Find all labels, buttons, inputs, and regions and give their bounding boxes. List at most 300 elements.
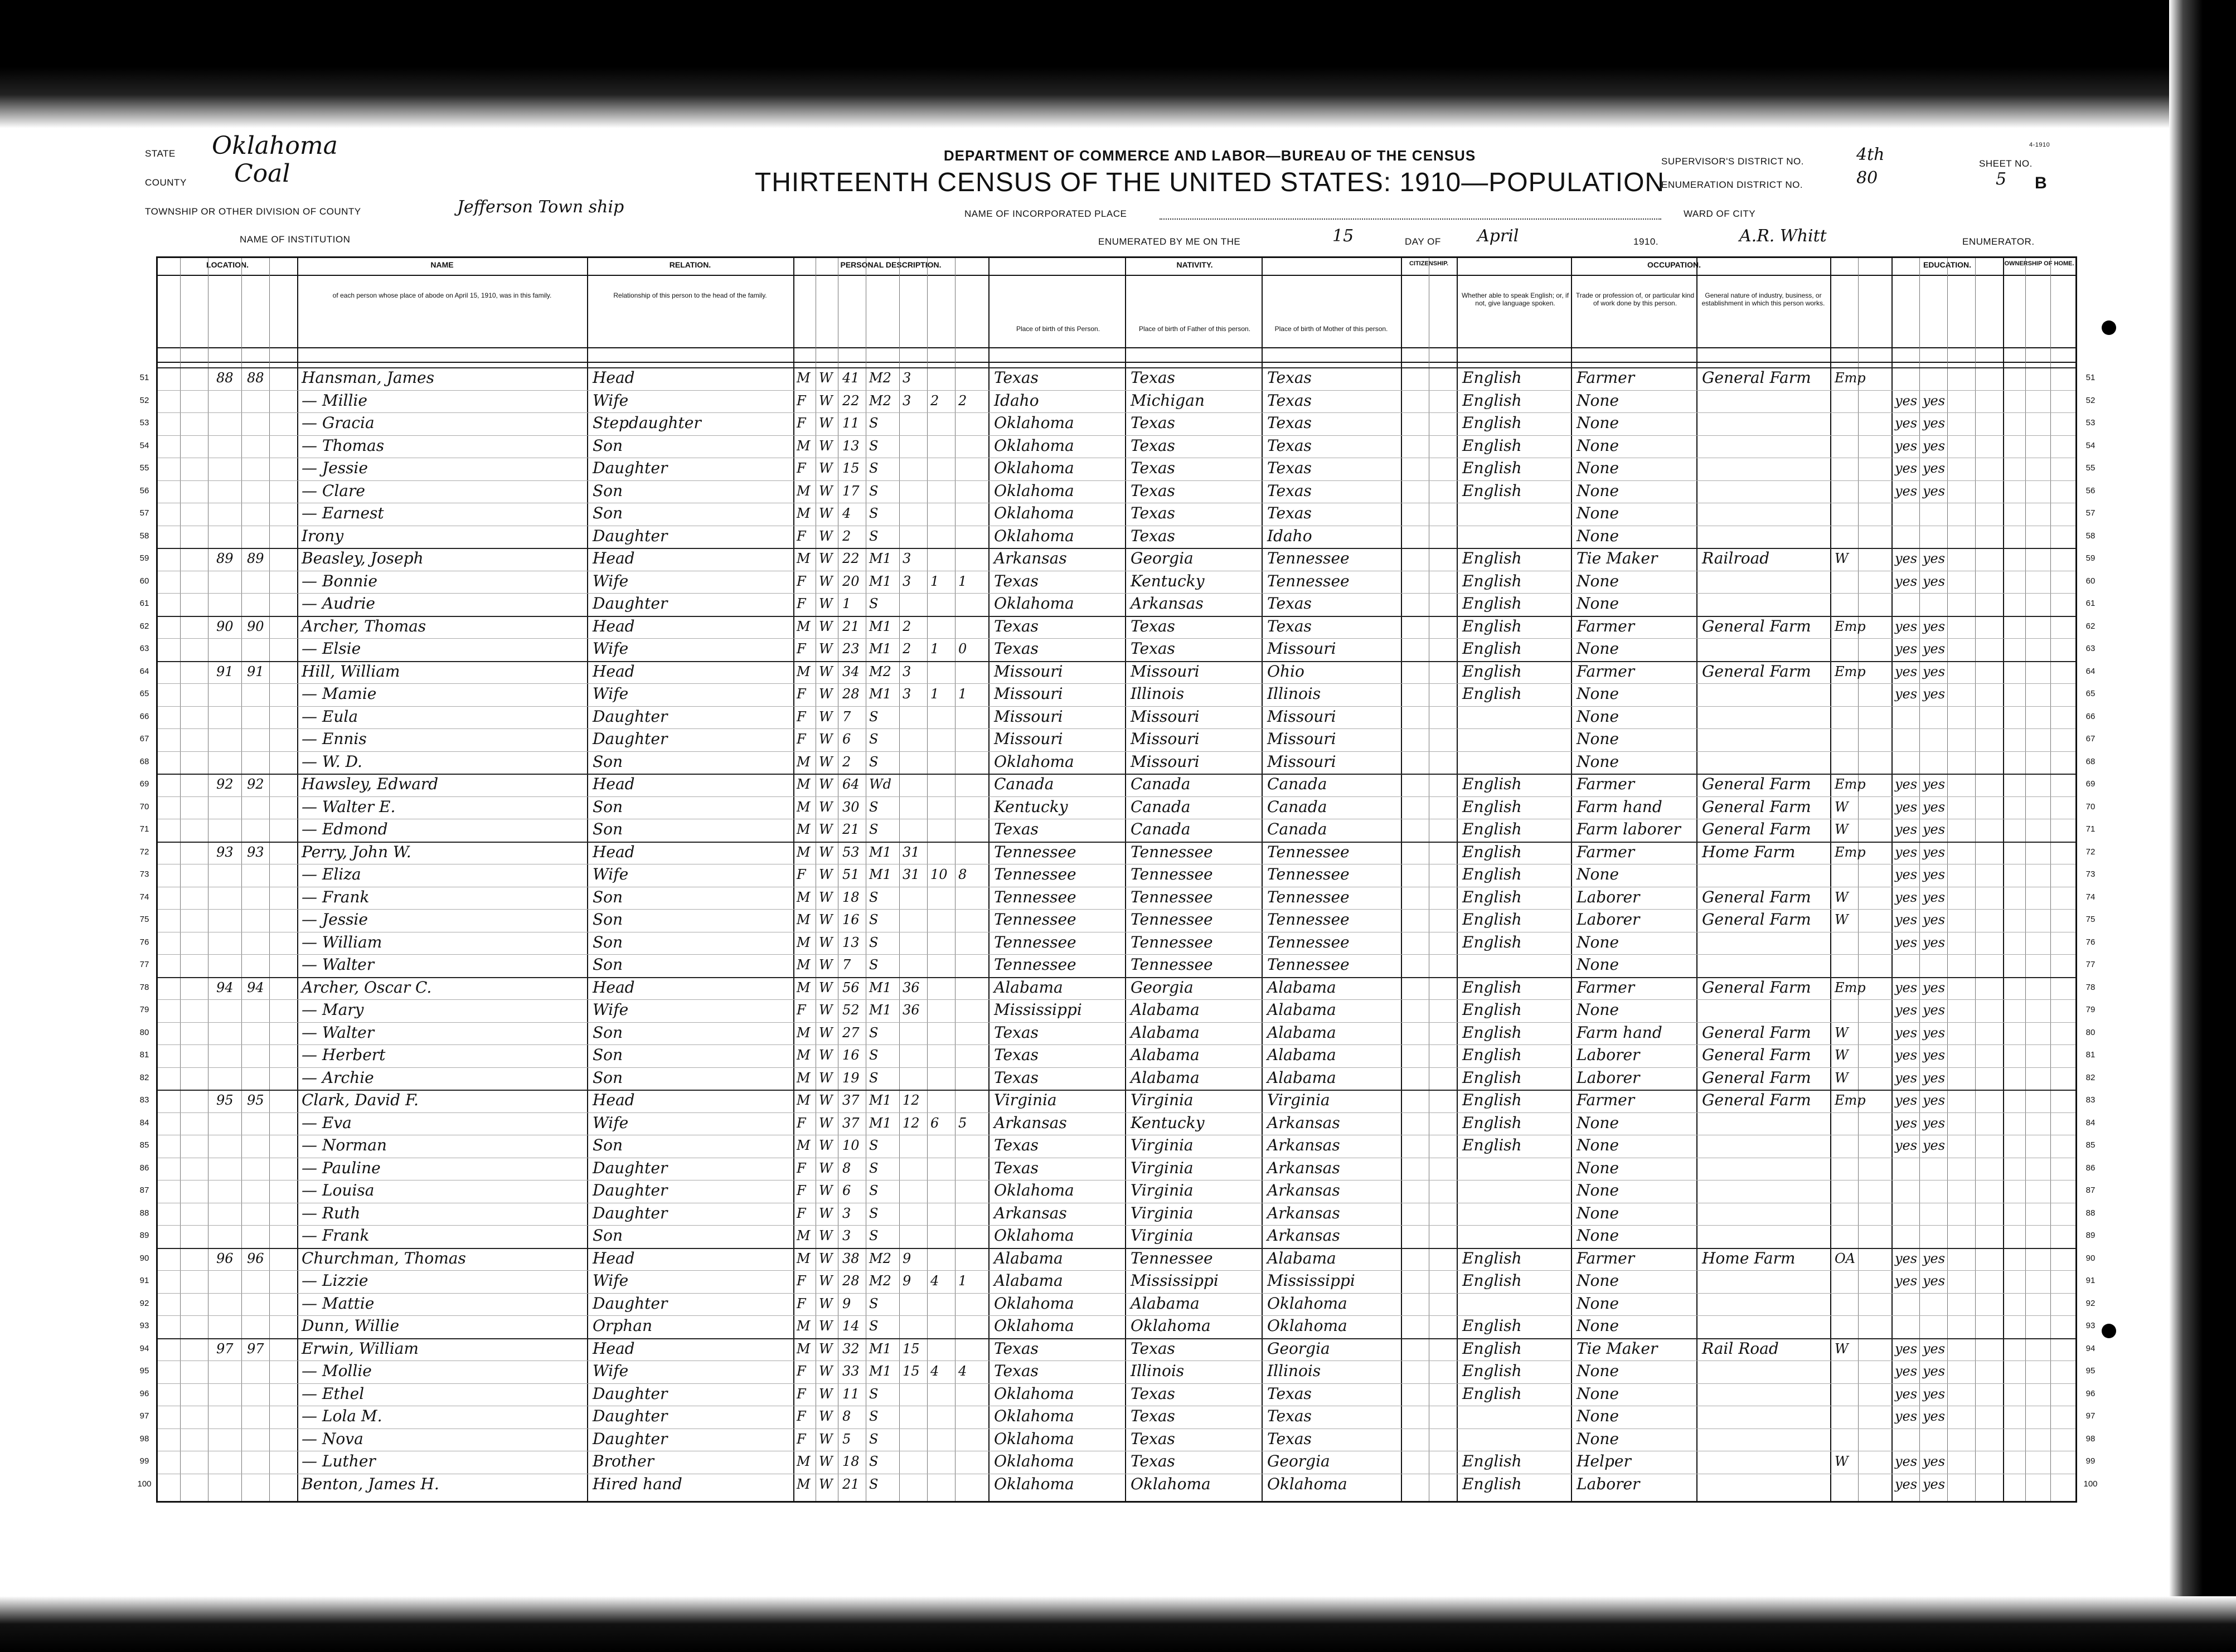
employer-cell: Emp [1835, 1092, 1866, 1108]
sex-cell: M [797, 370, 811, 386]
father-birthplace-cell: Texas [1131, 368, 1175, 387]
name-col-heading: of each person whose place of abode on April 15, 1910, was in this family. [332, 291, 552, 299]
language-cell: English [1462, 932, 1522, 951]
father-birthplace-cell: Texas [1131, 526, 1175, 545]
birthplace-cell: Texas [994, 1023, 1039, 1042]
father-birthplace-cell: Virginia [1131, 1091, 1194, 1109]
years-married-cell: 15 [903, 1340, 920, 1357]
trade-cell: None [1577, 707, 1619, 726]
sex-cell: F [797, 528, 806, 544]
read-cell: yes [1895, 1454, 1918, 1469]
birthplace-cell: Virginia [994, 1091, 1057, 1109]
trade-cell: None [1577, 504, 1619, 522]
punch-hole [2102, 1324, 2116, 1338]
family-number: 89 [247, 551, 264, 566]
state-label: STATE [145, 148, 176, 159]
census-sheet [137, 132, 2098, 1510]
person-name: — Eliza [302, 865, 361, 883]
township-label: TOWNSHIP OR OTHER DIVISION OF COUNTY [145, 206, 361, 217]
marital-cell: S [869, 1386, 879, 1402]
sex-cell: M [797, 1047, 811, 1063]
race-cell: W [819, 370, 833, 386]
relation-cell: Orphan [593, 1316, 653, 1335]
language-cell: English [1462, 910, 1522, 929]
write-cell: yes [1923, 1454, 1946, 1469]
sex-cell: F [797, 596, 806, 611]
years-married-cell: 9 [903, 1273, 911, 1289]
write-cell: yes [1923, 573, 1946, 589]
line-number: 51 [139, 373, 149, 382]
marital-cell: S [869, 506, 879, 521]
age-cell: 6 [842, 1183, 851, 1198]
line-number-right: 93 [2085, 1321, 2096, 1330]
relation-cell: Brother [593, 1452, 654, 1470]
birthplace-cell: Texas [994, 1046, 1039, 1064]
read-cell: yes [1895, 1476, 1918, 1492]
birthplace-cell: Alabama [994, 1271, 1063, 1290]
line-number: 71 [139, 824, 149, 834]
marital-cell: M1 [869, 1115, 891, 1131]
employer-cell: W [1835, 1024, 1849, 1041]
trade-cell: None [1577, 1429, 1619, 1448]
trade-cell: Farmer [1577, 842, 1635, 861]
relation-cell: Daughter [593, 1158, 668, 1177]
children-living-cell: 2 [958, 392, 967, 409]
line-number: 87 [139, 1185, 149, 1195]
person-name: Dunn, Willie [302, 1316, 400, 1335]
age-cell: 27 [842, 1024, 860, 1041]
race-cell: W [819, 1228, 833, 1243]
line-number: 56 [139, 485, 149, 495]
trade-cell: Farmer [1577, 616, 1635, 635]
line-number: 93 [139, 1321, 149, 1330]
person-name: — Ruth [302, 1203, 361, 1222]
line-number-right: 68 [2085, 756, 2096, 766]
industry-heading: General nature of industry, business, or establishment in which this person works. [1701, 291, 1825, 307]
relation-cell: Wife [593, 571, 629, 590]
relation-cell: Daughter [593, 730, 668, 748]
children-born-cell: 6 [930, 1115, 939, 1131]
father-birthplace-cell: Texas [1131, 639, 1175, 658]
father-birthplace-cell: Texas [1131, 504, 1175, 522]
col-divider [1125, 258, 1126, 1501]
col-thin [269, 258, 270, 1501]
race-cell: W [819, 1024, 833, 1041]
person-name: — Ennis [302, 730, 367, 748]
years-married-cell: 12 [903, 1092, 920, 1108]
race-cell: W [819, 731, 833, 747]
line-number-right: 85 [2085, 1140, 2096, 1150]
write-cell: yes [1923, 1386, 1946, 1402]
mother-birthplace-cell: Ohio [1267, 662, 1304, 681]
person-name: — Frank [302, 1226, 370, 1245]
language-cell: English [1462, 1068, 1522, 1087]
trade-cell: None [1577, 730, 1619, 748]
write-cell: yes [1923, 1024, 1946, 1041]
write-cell: yes [1923, 1138, 1946, 1153]
year-label: 1910. [1633, 236, 1659, 247]
race-cell: W [819, 1138, 833, 1153]
line-number: 72 [139, 847, 149, 857]
line-number-right: 78 [2085, 982, 2096, 992]
group-location: LOCATION. [206, 260, 249, 269]
person-name: — Norman [302, 1136, 387, 1154]
read-cell: yes [1895, 483, 1918, 499]
line-number-right: 89 [2085, 1231, 2096, 1240]
sex-cell: M [797, 618, 811, 634]
col-divider [1571, 258, 1572, 1501]
age-cell: 1 [842, 596, 851, 611]
department-heading: DEPARTMENT OF COMMERCE AND LABOR—BUREAU OF THE CENSUS [943, 147, 1476, 164]
write-cell: yes [1923, 1408, 1946, 1424]
years-married-cell: 3 [903, 370, 911, 386]
age-cell: 28 [842, 686, 860, 702]
relation-cell: Head [593, 978, 635, 997]
county-value: Coal [234, 159, 290, 188]
age-cell: 56 [842, 979, 860, 995]
write-cell: yes [1923, 415, 1946, 431]
group-relation: RELATION. [669, 260, 711, 269]
line-number-right: 51 [2085, 373, 2096, 382]
write-cell: yes [1923, 641, 1946, 657]
person-name: — Mattie [302, 1294, 375, 1313]
line-number: 81 [139, 1050, 149, 1060]
marital-cell: S [869, 528, 879, 544]
read-cell: yes [1895, 1115, 1918, 1131]
line-number-right: 53 [2085, 418, 2096, 427]
person-name: — Thomas [302, 436, 385, 455]
sex-cell: M [797, 438, 811, 454]
read-cell: yes [1895, 573, 1918, 589]
col-divider [793, 258, 794, 1501]
supervisor-label: SUPERVISOR'S DISTRICT NO. [1661, 156, 1804, 167]
age-cell: 6 [842, 731, 851, 747]
years-married-cell: 3 [903, 551, 911, 566]
industry-cell: General Farm [1702, 820, 1811, 838]
relation-cell: Wife [593, 1113, 629, 1132]
marital-cell: S [869, 799, 879, 815]
line-number-right: 86 [2085, 1163, 2096, 1173]
mother-birthplace-cell: Texas [1267, 414, 1312, 432]
sex-cell: F [797, 686, 806, 702]
age-cell: 20 [842, 573, 860, 589]
father-birthplace-cell: Alabama [1131, 1023, 1200, 1042]
mother-birthplace-cell: Tennessee [1267, 910, 1350, 929]
write-cell: yes [1923, 1092, 1946, 1108]
language-cell: English [1462, 1452, 1522, 1470]
group-occupation: OCCUPATION. [1647, 260, 1701, 269]
father-birthplace-cell: Canada [1131, 775, 1191, 793]
relation-cell: Stepdaughter [593, 414, 701, 432]
read-cell: yes [1895, 415, 1918, 431]
write-cell: yes [1923, 979, 1946, 995]
line-number: 62 [139, 621, 149, 631]
trade-cell: None [1577, 955, 1619, 974]
trade-cell: Farm hand [1577, 797, 1662, 816]
day-of-label: DAY OF [1405, 236, 1441, 247]
marital-cell: S [869, 1070, 879, 1086]
race-cell: W [819, 957, 833, 973]
line-number: 67 [139, 734, 149, 744]
marital-cell: S [869, 415, 879, 431]
line-number: 83 [139, 1095, 149, 1105]
industry-cell: General Farm [1702, 910, 1811, 929]
marital-cell: M2 [869, 663, 891, 679]
trade-cell: None [1577, 481, 1619, 500]
mother-birthplace-cell: Texas [1267, 368, 1312, 387]
dwelling-number: 95 [216, 1092, 234, 1108]
birthplace-cell: Canada [994, 775, 1054, 793]
col-divider [1696, 258, 1697, 1501]
line-number-right: 62 [2085, 621, 2096, 631]
years-married-cell: 15 [903, 1363, 920, 1379]
father-birthplace-cell: Alabama [1131, 1000, 1200, 1019]
race-cell: W [819, 1431, 833, 1447]
read-cell: yes [1895, 1340, 1918, 1357]
race-cell: W [819, 1363, 833, 1379]
birthplace-cell: Arkansas [994, 1203, 1067, 1222]
person-name: Hawsley, Edward [302, 775, 439, 793]
line-number-right: 84 [2085, 1117, 2096, 1128]
person-name: — Luther [302, 1452, 376, 1470]
race-cell: W [819, 889, 833, 905]
line-number-right: 64 [2085, 666, 2096, 676]
sex-cell: M [797, 1340, 811, 1357]
line-number-right: 70 [2085, 801, 2096, 812]
sex-cell: M [797, 1318, 811, 1334]
birthplace-cell: Oklahoma [994, 1384, 1074, 1403]
person-name: — Jessie [302, 459, 368, 477]
trade-cell: Helper [1577, 1452, 1631, 1470]
birthplace-cell: Oklahoma [994, 1226, 1074, 1245]
birthplace-cell: Oklahoma [994, 1452, 1074, 1470]
person-name: — Walter [302, 955, 375, 974]
write-cell: yes [1923, 1250, 1946, 1266]
sex-cell: M [797, 799, 811, 815]
race-cell: W [819, 551, 833, 566]
sex-cell: F [797, 460, 806, 476]
family-number: 95 [247, 1092, 264, 1108]
dwelling-number: 96 [216, 1250, 234, 1266]
language-cell: English [1462, 684, 1522, 703]
relation-cell: Hired hand [593, 1474, 682, 1493]
person-name: — Mary [302, 1000, 364, 1019]
relation-cell: Head [593, 1339, 635, 1358]
father-birthplace-cell: Missouri [1131, 707, 1200, 726]
mother-birthplace-cell: Illinois [1267, 684, 1321, 703]
sex-cell: F [797, 1205, 806, 1221]
read-cell: yes [1895, 1386, 1918, 1402]
line-number-right: 80 [2085, 1027, 2096, 1037]
write-cell: yes [1923, 618, 1946, 634]
sex-cell: F [797, 731, 806, 747]
children-born-cell: 2 [930, 392, 939, 409]
years-married-cell: 9 [903, 1250, 911, 1266]
line-number-right: 98 [2085, 1434, 2096, 1444]
person-name: — Earnest [302, 504, 384, 522]
row-rule [158, 593, 2075, 594]
race-cell: W [819, 618, 833, 634]
marital-cell: M2 [869, 392, 891, 409]
relation-cell: Son [593, 820, 623, 838]
sex-cell: F [797, 1115, 806, 1131]
read-cell: yes [1895, 1138, 1918, 1153]
age-cell: 8 [842, 1160, 851, 1176]
marital-cell: S [869, 438, 879, 454]
marital-cell: S [869, 708, 879, 725]
race-cell: W [819, 1070, 833, 1086]
write-cell: yes [1923, 1047, 1946, 1063]
incorporated-label: NAME OF INCORPORATED PLACE [964, 208, 1127, 219]
birthplace-cell: Oklahoma [994, 1429, 1074, 1448]
marital-cell: S [869, 1431, 879, 1447]
trade-cell: Farmer [1577, 662, 1635, 681]
write-cell: yes [1923, 1476, 1946, 1492]
language-cell: English [1462, 571, 1522, 590]
line-number-right: 96 [2085, 1388, 2096, 1398]
line-number-right: 83 [2085, 1095, 2096, 1105]
write-cell: yes [1923, 934, 1946, 950]
trade-cell: None [1577, 1158, 1619, 1177]
trade-cell: None [1577, 1294, 1619, 1313]
sex-cell: F [797, 573, 806, 589]
birthplace-cell: Arkansas [994, 549, 1067, 567]
mother-birthplace-cell: Oklahoma [1267, 1316, 1347, 1335]
row-rule [158, 954, 2075, 955]
sex-cell: F [797, 708, 806, 725]
marital-cell: M1 [869, 573, 891, 589]
sex-cell: M [797, 1024, 811, 1041]
age-cell: 13 [842, 438, 860, 454]
race-cell: W [819, 483, 833, 499]
children-living-cell: 8 [958, 867, 967, 882]
person-name: — William [302, 932, 382, 951]
years-married-cell: 2 [903, 618, 911, 634]
children-living-cell: 1 [958, 1273, 967, 1289]
person-name: — Elsie [302, 639, 361, 658]
write-cell: yes [1923, 1002, 1946, 1018]
col-thin [927, 258, 928, 1501]
race-cell: W [819, 1115, 833, 1131]
col-divider [1262, 258, 1263, 1501]
line-number-right: 99 [2085, 1456, 2096, 1466]
trade-cell: None [1577, 752, 1619, 771]
trade-cell: None [1577, 1316, 1619, 1335]
marital-cell: S [869, 596, 879, 611]
industry-cell: General Farm [1702, 1091, 1811, 1109]
trade-cell: Laborer [1577, 910, 1640, 929]
line-number: 75 [139, 915, 149, 924]
mother-birthplace-cell: Arkansas [1267, 1226, 1340, 1245]
mother-birthplace-cell: Canada [1267, 775, 1327, 793]
race-cell: W [819, 392, 833, 409]
marital-cell: M2 [869, 1250, 891, 1266]
mother-birthplace-cell: Illinois [1267, 1362, 1321, 1380]
birthplace-cell: Tennessee [994, 910, 1076, 929]
col-thin [1975, 258, 1976, 1501]
person-name: — Walter E. [302, 797, 396, 816]
mother-birthplace-cell: Texas [1267, 436, 1312, 455]
sex-cell: F [797, 415, 806, 431]
relation-cell: Head [593, 1248, 635, 1267]
read-cell: yes [1895, 889, 1918, 905]
race-cell: W [819, 528, 833, 544]
person-name: — Eva [302, 1113, 352, 1132]
relation-cell: Head [593, 842, 635, 861]
line-number: 60 [139, 576, 149, 586]
age-cell: 30 [842, 799, 860, 815]
marital-cell: M1 [869, 686, 891, 702]
marital-cell: S [869, 1295, 879, 1311]
group-name: NAME [430, 260, 454, 269]
mother-birthplace-cell: Canada [1267, 820, 1327, 838]
line-number: 85 [139, 1140, 149, 1150]
employer-cell: W [1835, 889, 1849, 905]
write-cell: yes [1923, 663, 1946, 679]
form-number: 4-1910 [2029, 142, 2050, 148]
trade-cell: None [1577, 1203, 1619, 1222]
marital-cell: S [869, 1024, 879, 1041]
sex-cell: M [797, 1070, 811, 1086]
birthplace-cell: Missouri [994, 662, 1063, 681]
marital-cell: M1 [869, 844, 891, 860]
line-number: 78 [139, 982, 149, 992]
sex-cell: M [797, 663, 811, 679]
person-name: — Eula [302, 707, 358, 726]
children-born-cell: 4 [930, 1273, 939, 1289]
father-birthplace-cell: Missouri [1131, 662, 1200, 681]
children-born-cell: 1 [930, 686, 939, 702]
trade-cell: Farmer [1577, 978, 1635, 997]
mother-birthplace-cell: Missouri [1267, 639, 1336, 658]
dwelling-number: 91 [216, 663, 234, 679]
mother-birthplace-cell: Texas [1267, 616, 1312, 635]
race-cell: W [819, 460, 833, 476]
trade-cell: None [1577, 865, 1619, 883]
row-rule [158, 909, 2075, 910]
sex-cell: M [797, 979, 811, 995]
census-table [137, 256, 2098, 1503]
read-cell: yes [1895, 1273, 1918, 1289]
father-birthplace-cell: Virginia [1131, 1203, 1194, 1222]
industry-cell: Home Farm [1702, 1248, 1796, 1267]
birthplace-cell: Tennessee [994, 932, 1076, 951]
sex-cell: F [797, 1386, 806, 1402]
years-married-cell: 36 [903, 979, 920, 995]
industry-cell: General Farm [1702, 978, 1811, 997]
relation-cell: Son [593, 504, 623, 522]
mother-birthplace-cell: Texas [1267, 504, 1312, 522]
age-cell: 18 [842, 1454, 860, 1469]
punch-hole [2102, 320, 2116, 335]
children-living-cell: 1 [958, 686, 967, 702]
employer-cell: W [1835, 822, 1849, 837]
trade-cell: None [1577, 1136, 1619, 1154]
language-cell: English [1462, 1339, 1522, 1358]
line-number-right: 59 [2085, 553, 2096, 563]
group-ownership: OWNERSHIP OF HOME. [2004, 260, 2074, 267]
marital-cell: S [869, 1318, 879, 1334]
birthplace-mother-heading: Place of birth of Mother of this person. [1274, 325, 1388, 333]
relation-cell: Head [593, 549, 635, 567]
race-cell: W [819, 1295, 833, 1311]
age-cell: 21 [842, 618, 860, 634]
person-name: — Nova [302, 1429, 363, 1448]
age-cell: 7 [842, 957, 851, 973]
sex-cell: M [797, 1092, 811, 1108]
relation-cell: Wife [593, 1362, 629, 1380]
trade-cell: Laborer [1577, 1068, 1640, 1087]
